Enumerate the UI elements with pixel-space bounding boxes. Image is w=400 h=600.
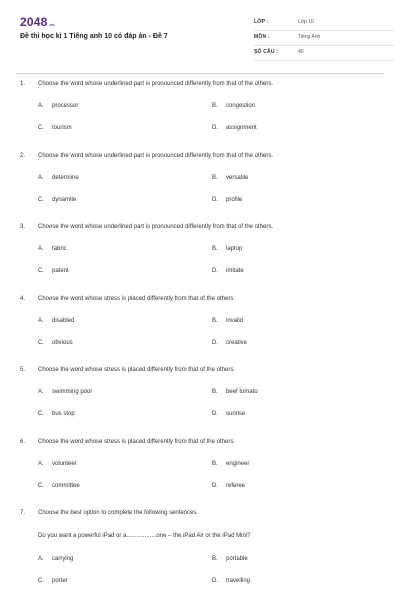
option-letter: D. — [212, 411, 218, 417]
option-letter: C. — [38, 482, 44, 489]
meta-row-subject — [254, 31, 394, 46]
option-letter: A. — [38, 556, 44, 562]
question-5 — [20, 363, 380, 435]
site-logo[interactable] — [20, 15, 55, 29]
option-letter: B. — [212, 246, 218, 252]
option-b[interactable] — [212, 556, 248, 562]
option-text: engineer — [226, 460, 250, 467]
option-text: carrying — [52, 556, 74, 562]
option-c[interactable] — [38, 268, 69, 274]
meta-label: MÔN : — [254, 34, 270, 40]
meta-value: Lớp 10 — [298, 19, 314, 25]
option-text: versatile — [226, 174, 249, 181]
option-d[interactable] — [212, 125, 257, 131]
option-text: tourism — [52, 125, 72, 131]
question-number: 3. — [20, 224, 26, 230]
header-divider — [16, 73, 384, 74]
question-sentence: Do you want a powerful iPad or a..................one – the iPad Air or the iPad Mini? — [38, 533, 251, 539]
question-prompt — [20, 367, 235, 373]
option-a[interactable] — [38, 175, 79, 181]
option-letter: B. — [212, 556, 218, 562]
question-number: 5. — [20, 367, 26, 373]
option-b[interactable] — [212, 461, 249, 467]
option-text: determine — [52, 174, 79, 181]
option-d[interactable] — [212, 340, 247, 346]
question-prompt — [20, 224, 273, 230]
option-letter: D. — [212, 125, 218, 131]
option-letter: B. — [212, 460, 218, 467]
option-text: volunteer — [52, 460, 77, 467]
question-2 — [20, 149, 380, 221]
option-d[interactable] — [212, 411, 245, 417]
question-text: Choose the word whose underlined part is pronounced differently from that of the others. — [38, 224, 274, 230]
option-text: beef tomato — [226, 389, 258, 395]
question-text: Choose the word whose stress is placed differently from that of the others. — [38, 438, 235, 445]
option-text: portable — [226, 556, 248, 562]
meta-value: Tiếng Anh — [298, 34, 321, 40]
option-b[interactable] — [212, 246, 242, 252]
option-c[interactable] — [38, 411, 75, 417]
option-c[interactable] — [38, 125, 72, 131]
page-title: Đề thi học kì 1 Tiếng anh 10 có đáp án - Đề 7 — [20, 33, 168, 40]
exam-meta — [254, 16, 394, 61]
option-letter: B. — [212, 317, 218, 324]
option-text: imitate — [226, 268, 244, 274]
option-b[interactable] — [212, 175, 248, 181]
option-c[interactable] — [38, 578, 68, 584]
option-text: congestion — [226, 103, 256, 109]
question-text: Choose the word whose stress is placed differently from that of the others. — [38, 367, 235, 373]
option-letter: C. — [38, 125, 44, 131]
option-letter: D. — [212, 268, 218, 274]
option-d[interactable] — [212, 197, 242, 203]
option-b[interactable] — [212, 103, 255, 109]
meta-row-class — [254, 16, 394, 31]
option-letter: B. — [212, 103, 218, 109]
option-c[interactable] — [38, 483, 80, 489]
question-4 — [20, 292, 380, 364]
option-letter: D. — [212, 578, 218, 584]
option-c[interactable] — [38, 197, 76, 203]
logo-suffix: .vn — [48, 22, 55, 27]
option-letter: A. — [38, 246, 44, 252]
option-letter: A. — [38, 174, 44, 181]
option-text: referee — [226, 482, 246, 489]
option-text: profile — [226, 196, 243, 203]
question-prompt — [20, 296, 235, 302]
question-7 — [20, 506, 380, 600]
question-prompt — [20, 153, 273, 159]
option-text: patent — [52, 268, 69, 274]
question-prompt — [20, 81, 273, 87]
option-letter: B. — [212, 174, 218, 181]
option-text: sunrise — [226, 411, 246, 417]
question-number: 4. — [20, 295, 26, 302]
question-text: Choose the word whose stress is placed differently from that of the others. — [38, 295, 235, 302]
option-d[interactable] — [212, 268, 244, 274]
question-number: 2. — [20, 152, 26, 159]
option-d[interactable] — [212, 578, 250, 584]
option-text: obvious — [52, 339, 73, 346]
page-header — [16, 14, 384, 64]
option-text: fabric — [52, 246, 67, 252]
option-a[interactable] — [38, 246, 67, 252]
option-a[interactable] — [38, 318, 74, 324]
option-text: creative — [226, 339, 248, 346]
question-3 — [20, 220, 380, 292]
option-text: committee — [52, 482, 80, 489]
option-d[interactable] — [212, 483, 245, 489]
option-a[interactable] — [38, 389, 92, 395]
option-text: travelling — [226, 578, 251, 584]
option-letter: C. — [38, 339, 44, 346]
question-number: 1. — [20, 81, 26, 87]
option-text: laptop — [226, 246, 243, 252]
option-letter: C. — [38, 411, 44, 417]
question-list — [20, 77, 380, 600]
question-text: Choose the word whose underlined part is pronounced differently from that of the others. — [38, 152, 274, 159]
option-text: invalid — [226, 317, 244, 324]
question-number: 6. — [20, 438, 26, 445]
option-letter: A. — [38, 389, 44, 395]
option-text: disabled — [52, 317, 75, 324]
question-number: 7. — [20, 510, 26, 516]
option-text: dynamite — [52, 196, 77, 203]
option-b[interactable] — [212, 318, 243, 324]
option-text: processor — [52, 103, 79, 109]
option-letter: C. — [38, 268, 44, 274]
option-a[interactable] — [38, 103, 78, 109]
option-letter: C. — [38, 196, 44, 203]
option-text: bus stop — [52, 411, 75, 417]
meta-label: LỚP : — [254, 19, 269, 25]
option-letter: D. — [212, 339, 218, 346]
option-b[interactable] — [212, 389, 258, 395]
meta-value: 40 — [298, 49, 304, 55]
option-text: porter — [52, 578, 68, 584]
option-text: assignment — [226, 125, 257, 131]
option-letter: A. — [38, 103, 44, 109]
option-a[interactable] — [38, 461, 77, 467]
option-letter: A. — [38, 460, 44, 467]
option-c[interactable] — [38, 340, 73, 346]
question-text: Choose the best option to complete the following sentences. — [38, 510, 199, 516]
option-letter: A. — [38, 317, 44, 324]
option-letter: D. — [212, 482, 218, 489]
option-text: swimming pool — [52, 389, 92, 395]
option-letter: C. — [38, 578, 44, 584]
question-prompt — [20, 510, 198, 516]
option-a[interactable] — [38, 556, 73, 562]
logo-text: 2048 — [20, 15, 48, 29]
question-1 — [20, 77, 380, 149]
question-6 — [20, 435, 380, 507]
question-prompt — [20, 439, 235, 445]
meta-row-question-count — [254, 46, 394, 61]
option-letter: D. — [212, 196, 218, 203]
option-letter: B. — [212, 389, 218, 395]
meta-label: SỐ CÂU : — [254, 49, 279, 55]
question-text: Choose the word whose underlined part is pronounced differently from that of the others. — [38, 81, 274, 87]
